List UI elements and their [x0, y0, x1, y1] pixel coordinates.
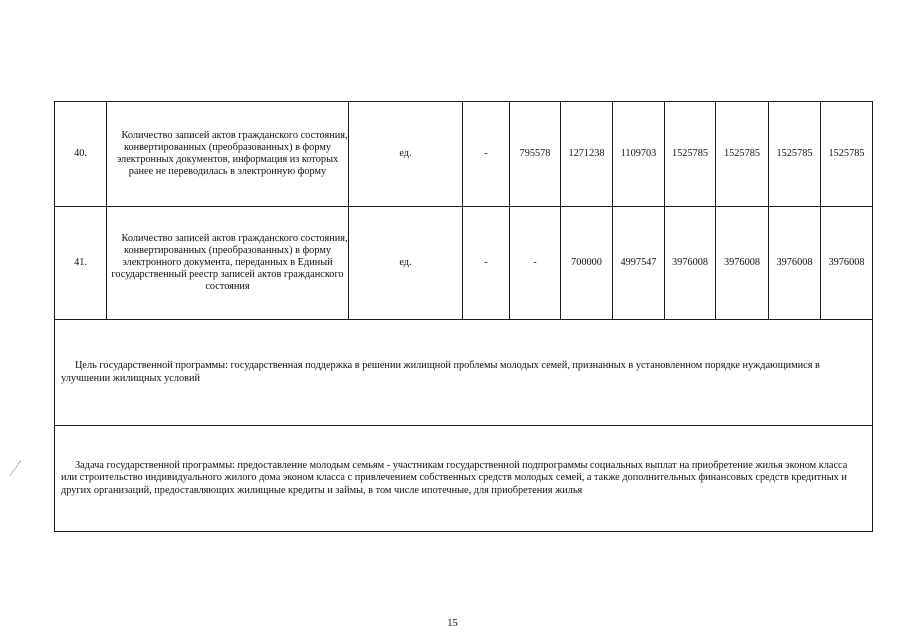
goal-cell	[55, 320, 873, 426]
task-row	[55, 426, 873, 532]
value-cell: 1525785	[821, 102, 873, 207]
unit-cell: ед.	[349, 102, 463, 207]
indicator-name: Количество записей актов гражданского состояния, конвертированных (преобразованных) в форму электронных документов, информация из которых ранее не переводилась в электронную форму	[107, 102, 349, 207]
page-number: 15	[447, 618, 458, 629]
task-cell	[55, 426, 873, 532]
table-row	[55, 207, 873, 320]
value-cell: 3976008	[821, 207, 873, 320]
row-number: 40.	[55, 102, 107, 207]
scan-mark	[10, 460, 29, 481]
value-cell: 1271238	[561, 102, 613, 207]
indicators-table	[54, 101, 873, 532]
value-cell: 4997547	[613, 207, 665, 320]
value-cell: 1525785	[716, 102, 769, 207]
value-cell: 3976008	[769, 207, 821, 320]
value-cell: -	[463, 207, 510, 320]
indicator-name: Количество записей актов гражданского состояния, конвертированных (преобразованных) в форму электронного документа, переданных в Единый государственный реестр записей актов гражданского состояния	[107, 207, 349, 320]
table-row	[55, 102, 873, 207]
goal-row	[55, 320, 873, 426]
value-cell: 1109703	[613, 102, 665, 207]
value-cell: 3976008	[665, 207, 716, 320]
value-cell: 3976008	[716, 207, 769, 320]
task-text: Задача государственной программы: предоставление молодым семьям - участникам государственной подпрограммы социальных выплат на приобретение жилья эконом класса или строительство индивидуального жилого дома эконом класса с привлечением собственных средств молодых семей, а также дополнительных финансовых средств кредитных и других организаций, предоставляющих жилищные кредиты и займы, в том числе ипотечные, для приобретения жилья	[61, 459, 848, 496]
value-cell: -	[463, 102, 510, 207]
row-number: 41.	[55, 207, 107, 320]
value-cell: 1525785	[665, 102, 716, 207]
value-cell: 1525785	[769, 102, 821, 207]
goal-text: Цель государственной программы: государственная поддержка в решении жилищной проблемы молодых семей, признанных в установленном порядке нуждающимися в улучшении жилищных условий	[61, 360, 820, 384]
value-cell: 700000	[561, 207, 613, 320]
value-cell: -	[510, 207, 561, 320]
unit-cell: ед.	[349, 207, 463, 320]
value-cell: 795578	[510, 102, 561, 207]
